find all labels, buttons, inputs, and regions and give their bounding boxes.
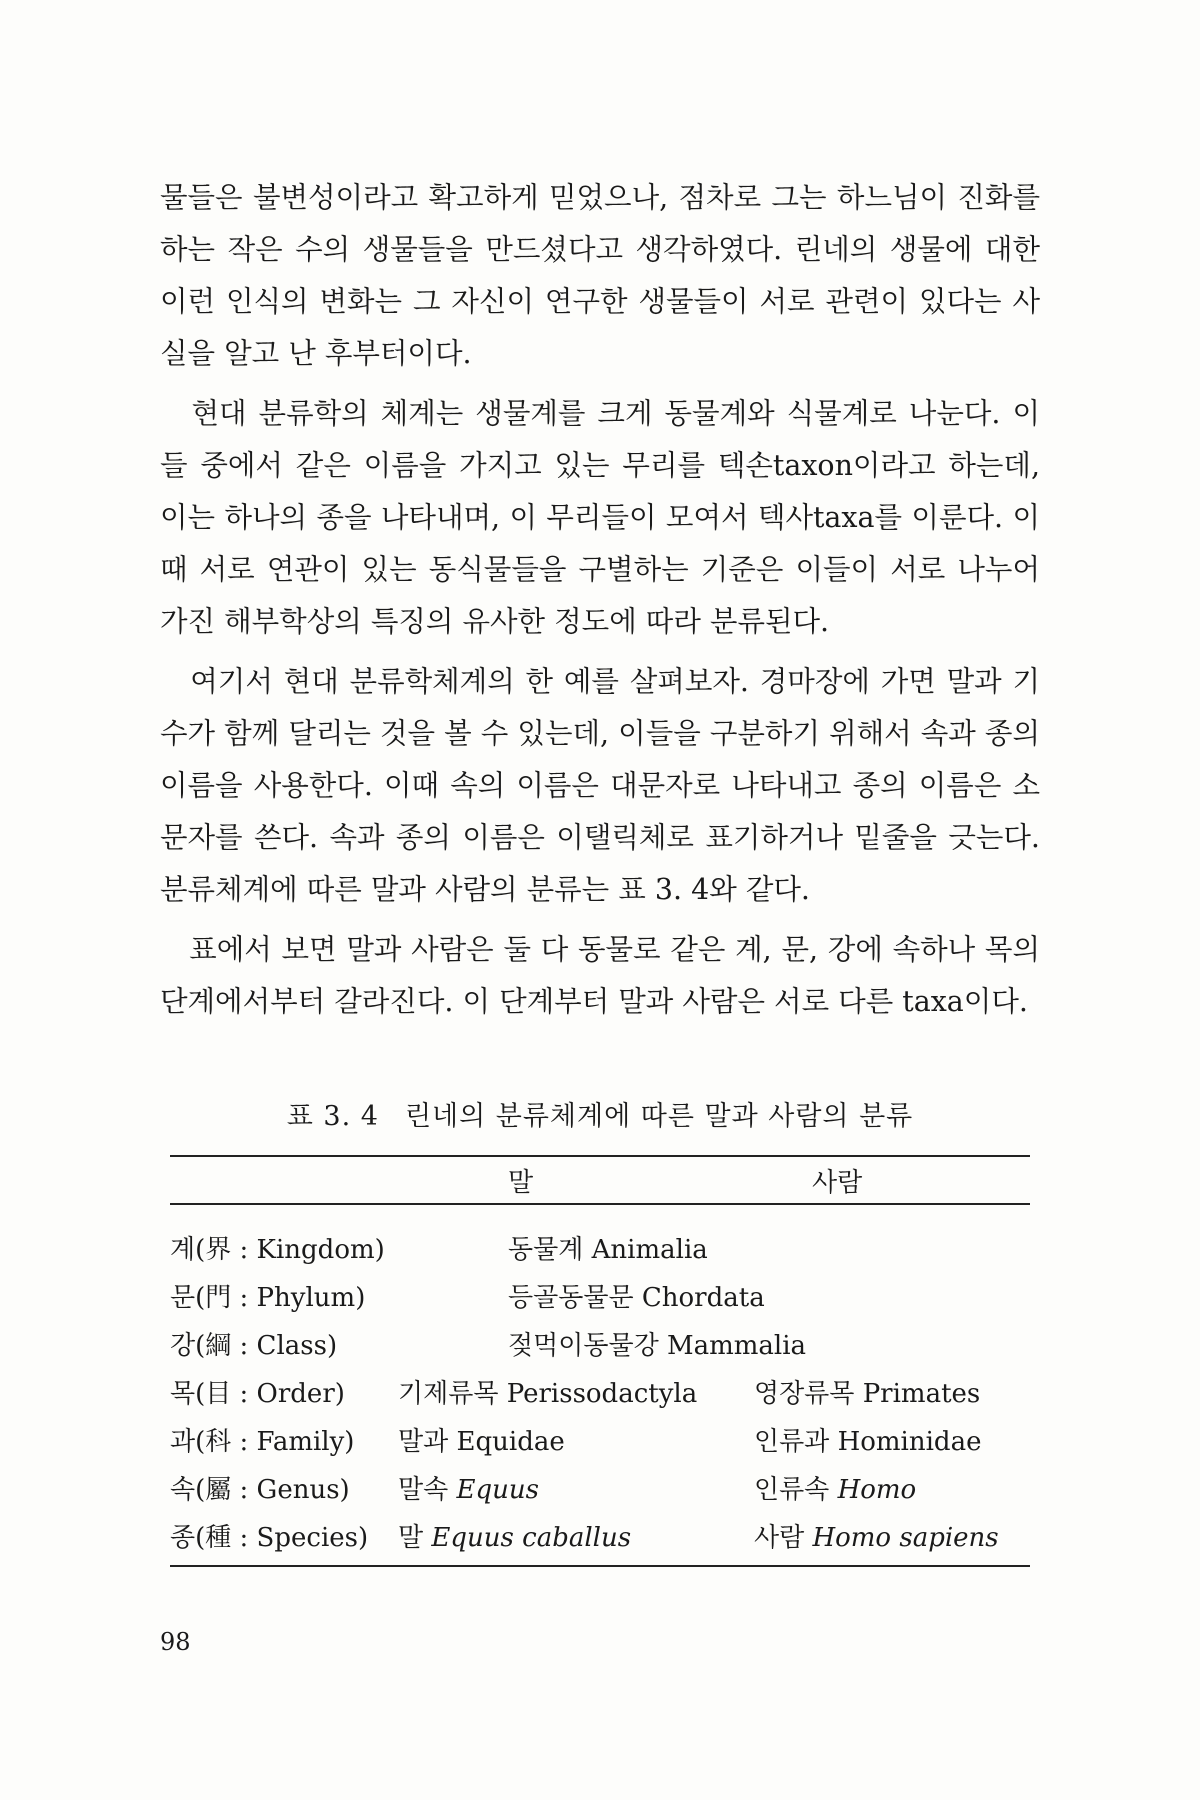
table-row: [170, 1319, 1030, 1367]
table-header-row: [170, 1156, 1030, 1204]
shared-cell: 동물계 Animalia: [508, 1234, 708, 1265]
human-cell: [754, 1367, 1030, 1415]
horse-cell: [398, 1367, 754, 1415]
horse-scientific: Equus: [456, 1474, 539, 1505]
horse-scientific: Perissodactyla: [506, 1378, 698, 1409]
classification-table: [170, 1155, 1030, 1567]
human-scientific: Homo: [837, 1474, 917, 1505]
table-row: [170, 1463, 1030, 1511]
human-korean: 인류속: [753, 1474, 838, 1505]
horse-scientific: Equus caballus: [431, 1522, 632, 1553]
horse-cell: [398, 1511, 754, 1566]
table-row: [170, 1415, 1030, 1463]
paragraph-4: 표에서 보면 말과 사람은 둘 다 동물로 같은 계, 문, 강에 속하나 목의 단계에서부터 갈라진다. 이 단계부터 말과 사람은 서로 다른 taxa이다.: [160, 933, 1040, 1018]
horse-korean: 말속: [398, 1474, 457, 1505]
paragraph-3: 여기서 현대 분류학체계의 한 예를 살펴보자. 경마장에 가면 말과 기수가 함께 달리는 것을 볼 수 있는데, 이들을 구분하기 위해서 속과 종의 이름을 사용한다. 이때 속의 이름은 대문자로 나타내고 종의 이름은 소문자를 쓴다. 속과 종의 이름은 이탤릭체로 표기하거나 밑줄을 긋는다. 분류체계에 따른 말과 사람의 분류는 표 3. 4와 같다.: [160, 665, 1040, 906]
horse-scientific: Equidae: [456, 1426, 565, 1457]
shared-cell: 등골동물문 Chordata: [508, 1282, 765, 1313]
paragraph-2: 현대 분류학의 체계는 생물계를 크게 동물계와 식물계로 나눈다. 이들 중에서 같은 이름을 가지고 있는 무리를 텍손taxon이라고 하는데, 이는 하나의 종을 나타내며, 이 무리들이 모여서 텍사taxa를 이룬다. 이때 서로 연관이 있는 동식물들을 구별하는 기준은 이들이 서로 나누어 가진 해부학상의 특징의 유사한 정도에 따라 분류된다.: [160, 397, 1040, 638]
table-caption-label: 표 3. 4: [286, 1101, 379, 1132]
rank-cell: 과(科 : Family): [170, 1426, 355, 1457]
page-number: 98: [160, 1628, 191, 1656]
paragraph-1: 물들은 불변성이라고 확고하게 믿었으나, 점차로 그는 하느님이 진화를 하는 작은 수의 생물들을 만드셨다고 생각하였다. 린네의 생물에 대한 이런 인식의 변화는 그 자신이 연구한 생물들이 서로 관련이 있다는 사실을 알고 난 후부터이다.: [160, 181, 1040, 370]
human-cell: [754, 1511, 1030, 1566]
horse-korean: 기제류목: [398, 1378, 507, 1409]
human-scientific: Homo sapiens: [812, 1522, 999, 1553]
human-korean: 사람: [753, 1522, 813, 1553]
rank-cell: 속(屬 : Genus): [170, 1474, 350, 1505]
page-body: [160, 172, 1040, 1567]
table-caption: [160, 1094, 1040, 1133]
human-cell: [754, 1415, 1030, 1463]
horse-cell: [398, 1463, 754, 1511]
rank-cell: 종(種 : Species): [170, 1511, 398, 1566]
human-scientific: Primates: [862, 1378, 981, 1409]
table-caption-title: 린네의 분류체계에 따른 말과 사람의 분류: [404, 1101, 914, 1132]
horse-cell: [398, 1415, 754, 1463]
table-row: [170, 1204, 1030, 1271]
rank-cell: 문(門 : Phylum): [170, 1282, 366, 1313]
table-row: [170, 1271, 1030, 1319]
rank-cell: 목(目 : Order): [170, 1378, 345, 1409]
horse-korean: 말과: [398, 1426, 457, 1457]
human-korean: 영장류목: [753, 1378, 863, 1409]
rank-cell: 계(界 : Kingdom): [170, 1234, 385, 1265]
horse-korean: 말: [398, 1522, 432, 1553]
human-scientific: Hominidae: [837, 1426, 982, 1457]
table-row: [170, 1367, 1030, 1415]
human-cell: [754, 1463, 1030, 1511]
header-horse: 말: [398, 1156, 754, 1204]
header-rank: [170, 1156, 398, 1204]
shared-cell: 젖먹이동물강 Mammalia: [508, 1330, 807, 1361]
table-row: [170, 1511, 1030, 1566]
header-human: 사람: [754, 1156, 1030, 1204]
human-korean: 인류과: [753, 1426, 838, 1457]
rank-cell: 강(綱 : Class): [170, 1330, 338, 1361]
